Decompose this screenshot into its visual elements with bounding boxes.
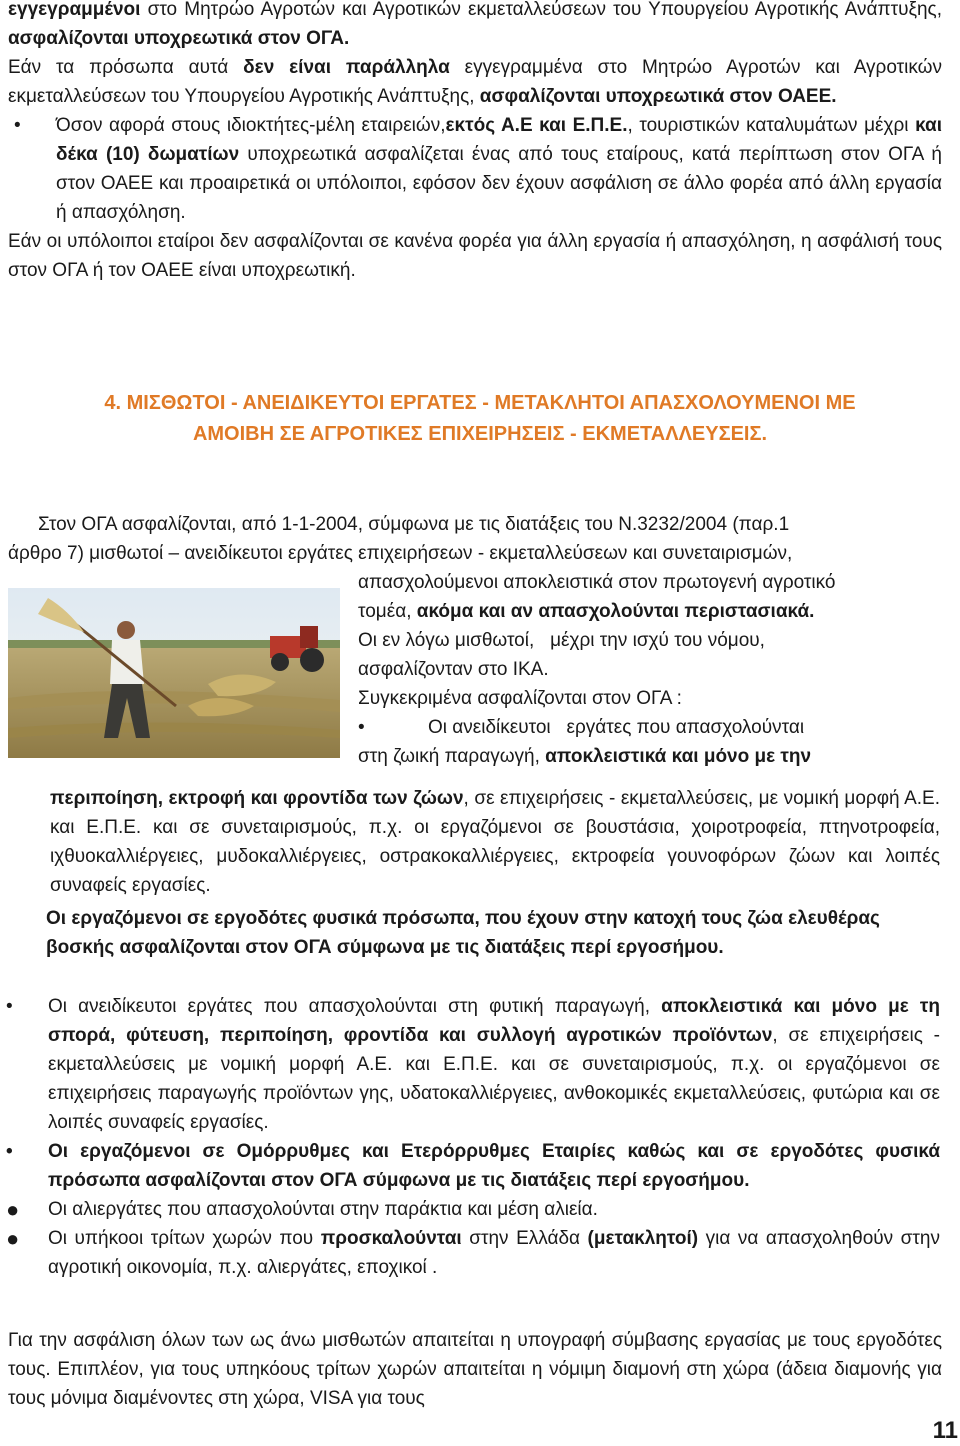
bold-text: προσκαλούνται — [320, 1228, 462, 1249]
bold-text: (μετακλητοί) — [587, 1228, 699, 1249]
text: υποχρεωτικά ασφαλίζεται ένας από τους εταίρους, κατά περίπτωση στον ΟΓΑ ή στον ΟΑΕΕ και προαιρετικά οι υπόλοιποι, εφόσον δεν έχουν ασφάλιση σε άλλο φορέα από άλλη εργασία ή απασχόληση. — [56, 144, 943, 223]
right-line-6 — [358, 713, 942, 742]
bullet-owners — [8, 111, 942, 227]
text: στην Ελλάδα — [461, 1228, 588, 1249]
bold-text: εκτός Α.Ε και Ε.Π.Ε. — [445, 115, 628, 136]
bold-text: εγγεγραμμένοι — [8, 0, 141, 20]
right-line-5: Συγκεκριμένα ασφαλίζονται στον ΟΓΑ : — [358, 688, 682, 709]
bold-text: δεν είναι παράλληλα — [243, 57, 450, 78]
bold-text: ασφαλίζονται υποχρεωτικά στον ΟΑΕΕ. — [479, 86, 837, 107]
right-line-1: απασχολούμενοι αποκλειστικά στον πρωτογενή αγροτικό — [358, 572, 836, 593]
text: , σε επιχειρήσεις - εκμεταλλεύσεις, με νομική μορφή Α.Ε. και Ε.Π.Ε. και σε συνεταιρισμούς, π.χ. οι εργαζόμενοι σε βουστάσια, χοιροτροφεία, πτηνοτροφεία, ιχθυοκαλλιέργειες, μυδοκαλλιέργειες, οστρακοκαλλιέργειες, εκτροφεία γουνοφόρων ζώων και λοιπές συναφείς εργασίες. — [50, 788, 940, 896]
right-line-3: Οι εν λόγω μισθωτοί, μέχρι την ισχύ του νόμου, — [358, 630, 765, 651]
paragraph-partners: Εάν οι υπόλοιποι εταίροι δεν ασφαλίζονται σε κανένα φορέα για άλλη εργασία ή απασχόληση, η ασφάλισή τους στον ΟΓΑ ή τον ΟΑΕΕ είναι υποχρεωτική. — [8, 231, 942, 281]
closing-paragraph: Για την ασφάλιση όλων των ως άνω μισθωτών απαιτείται η υπογραφή σύμβασης εργασίας με τους εργοδότες τους. Επιπλέον, για τους υπηκόους τρίτων χωρών απαιτείται η νόμιμη διαμονή στη χώρα (άδεια διαμονής για τους μόνιμα διαμένοντες στη χώρα, VISA για τους — [8, 1330, 942, 1409]
text: Εάν τα πρόσωπα αυτά — [8, 57, 244, 78]
text: εγγεγραμμένα στο Μητρώο Αγροτών και Αγροτικών εκμεταλλεύσεων του Υπουργείου Αγροτικής Ανάπτυξης, — [8, 57, 942, 107]
top-block — [8, 0, 942, 285]
bold-paragraph-free-grazing: Οι εργαζόμενοι σε εργοδότες φυσικά πρόσωπα, που έχουν στην κατοχή τους ζώα ελευθέρας βοσκής ασφαλίζονται στον ΟΓΑ σύμφωνα με τις διατάξεις περί εργοσήμου. — [46, 908, 880, 958]
bullet-third-country — [0, 1224, 940, 1282]
text: στη ζωική παραγωγή, — [358, 746, 546, 767]
right-column — [358, 568, 942, 771]
text: τομέα, — [358, 601, 417, 622]
text: Οι ανειδίκευτοι εργάτες που απασχολούνται στη φυτική παραγωγή, — [48, 996, 662, 1017]
bullet-marker: • — [6, 1141, 13, 1162]
bullet-marker: ● — [6, 1197, 20, 1222]
text: , σε επιχειρήσεις - εκμεταλλεύσεις με νομική μορφή Α.Ε. και Ε.Π.Ε. και σε συνεταιρισμούς, π.χ. οι εργαζόμενοι σε επιχειρήσεις παραγωγής προϊόντων γης, υδατοκαλλιέργειες, ανθοκομικές εκμεταλλεύσεις, φυτώρια και σε λοιπές συναφείς εργασίες. — [48, 1025, 940, 1133]
intro-line-2: άρθρο 7) μισθωτοί – ανειδίκευτοι εργάτες επιχειρήσεων - εκμεταλλεύσεων και συνεταιρισμών, — [8, 543, 793, 564]
paragraph-oga — [8, 0, 942, 53]
bold-text: αποκλειστικά και μόνο με την — [545, 746, 812, 767]
bold-text: και δέκα (10) δωματίων — [56, 115, 942, 165]
section-heading — [0, 388, 960, 450]
bullet-list — [0, 992, 940, 1282]
text: Οι εργαζόμενοι σε Ομόρρυθμες και Ετερόρρυθμες Εταιρίες καθώς και σε εργοδότες φυσικά πρόσωπα ασφαλίζονται στον ΟΓΑ σύμφωνα με τις διατάξεις περί εργοσήμου. — [48, 1141, 940, 1191]
bold-text: περιποίηση, εκτροφή και φροντίδα των ζώων — [50, 788, 464, 809]
bold-text: ακόμα και αν απασχολούνται περιστασιακά. — [416, 601, 815, 622]
farmer-hay-illustration — [8, 588, 340, 758]
bullet-marker: • — [6, 996, 13, 1017]
intro-line-1: Στον ΟΓΑ ασφαλίζονται, από 1-1-2004, σύμφωνα με τις διατάξεις του Ν.3232/2004 (παρ.1 — [38, 514, 790, 535]
livestock-continuation — [50, 784, 940, 900]
bullet-marker: • — [358, 717, 365, 738]
text: στο Μητρώο Αγροτών και Αγροτικών εκμεταλλεύσεων του Υπουργείου Αγροτικής Ανάπτυξης, — [140, 0, 942, 20]
bold-text: ασφαλίζονται υποχρεωτικά στον ΟΓΑ. — [8, 28, 350, 49]
bullet-crop-workers — [0, 992, 940, 1137]
right-line-7 — [358, 742, 942, 771]
heading-line-1: 4. ΜΙΣΘΩΤΟΙ - ΑΝΕΙΔΙΚΕΥΤΟΙ ΕΡΓΑΤΕΣ - ΜΕΤΑΚΛΗΤΟΙ ΑΠΑΣΧΟΛΟΥΜΕΝΟΙ ΜΕ — [104, 392, 856, 414]
farmer-hay-photo — [8, 588, 340, 758]
text: Οι αλιεργάτες που απασχολούνται στην παράκτια και μέση αλιεία. — [48, 1199, 598, 1220]
bullet-fishermen — [0, 1195, 940, 1224]
text: , τουριστικών καταλυμάτων μέχρι — [627, 115, 916, 136]
right-line-4: ασφαλίζονταν στο ΙΚΑ. — [358, 659, 549, 680]
text: Όσον αφορά στους ιδιοκτήτες-μέλη εταιρειών, — [56, 115, 446, 136]
text: Οι ανειδίκευτοι εργάτες που απασχολούνται — [428, 717, 805, 738]
bullet-marker: • — [14, 115, 21, 136]
page-number: 11 — [932, 1417, 958, 1444]
text: για να απασχοληθούν στην αγροτική οικονομία, π.χ. αλιεργάτες, εποχικοί . — [48, 1228, 940, 1278]
bold-text: αποκλειστικά και μόνο με τη σπορά, φύτευση, περιποίηση, φροντίδα και συλλογή αγροτικών προϊόντων — [48, 996, 940, 1046]
bullet-partnerships — [0, 1137, 940, 1195]
bullet-marker: ● — [6, 1226, 20, 1251]
text: Οι υπήκοοι τρίτων χωρών που — [48, 1228, 321, 1249]
right-line-2 — [358, 597, 942, 626]
heading-line-2: ΑΜΟΙΒΗ ΣΕ ΑΓΡΟΤΙΚΕΣ ΕΠΙΧΕΙΡΗΣΕΙΣ - ΕΚΜΕΤΑΛΛΕΥΣΕΙΣ. — [192, 423, 768, 445]
paragraph-oaee — [8, 53, 942, 111]
